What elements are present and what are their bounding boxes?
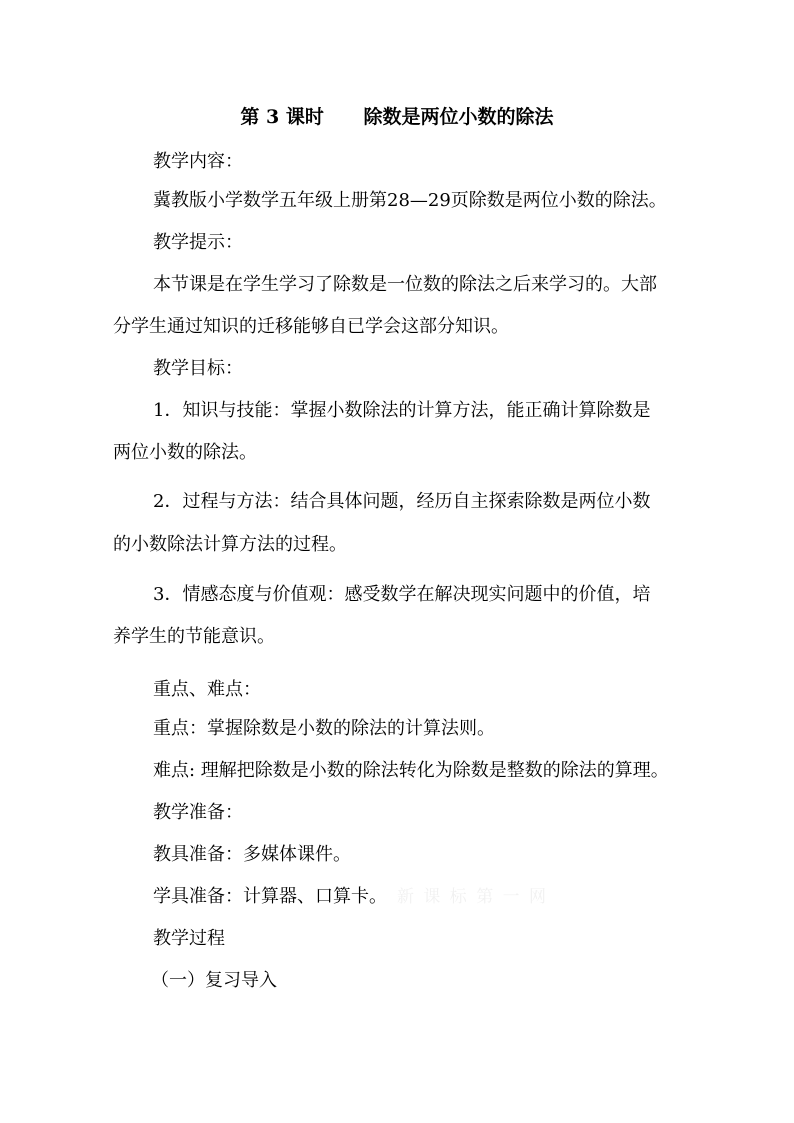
section-heading-tips: 教学提示：	[153, 232, 243, 253]
section-heading-process: 教学过程	[153, 928, 225, 949]
goal-2-line-2: 的小数除法计算方法的过程。	[113, 534, 347, 555]
tips-text-line-1: 本节课是在学生学习了除数是一位数的除法之后来学习的。大部	[153, 274, 657, 295]
section-heading-preparation: 教学准备：	[153, 802, 243, 823]
section-heading-keypoints: 重点、难点：	[153, 679, 261, 700]
section-heading-content: 教学内容：	[153, 151, 243, 172]
goal-3-line-2: 养学生的节能意识。	[113, 626, 275, 647]
goal-2-line-1: 2．过程与方法：结合具体问题，经历自主探索除数是两位小数	[153, 491, 651, 512]
student-preparation-row	[153, 885, 548, 909]
subsection-review: （一）复习导入	[151, 970, 277, 991]
student-preparation: 学具准备：计算器、口算卡。	[153, 886, 387, 907]
difficulty-text: 难点: 理解把除数是小数的除法转化为除数是整数的除法的算理。	[153, 760, 669, 781]
goal-1-line-2: 两位小数的除法。	[113, 442, 257, 463]
tips-text-line-2: 分学生通过知识的迁移能够自已学会这部分知识。	[113, 316, 509, 337]
watermark: 新 课 标 第 一 网	[397, 887, 549, 907]
goal-1-line-1: 1．知识与技能：掌握小数除法的计算方法，能正确计算除数是	[153, 400, 651, 421]
goal-3-line-1: 3．情感态度与价值观：感受数学在解决现实问题中的价值，培	[153, 584, 651, 605]
section-heading-goals: 教学目标：	[153, 358, 243, 379]
keypoint-text: 重点：掌握除数是小数的除法的计算法则。	[153, 718, 495, 739]
lesson-title: 第 3 课时 除数是两位小数的除法	[240, 106, 554, 128]
teacher-preparation: 教具准备：多媒体课件。	[153, 844, 351, 865]
content-text: 冀教版小学数学五年级上册第28—29页除数是两位小数的除法。	[153, 190, 667, 211]
